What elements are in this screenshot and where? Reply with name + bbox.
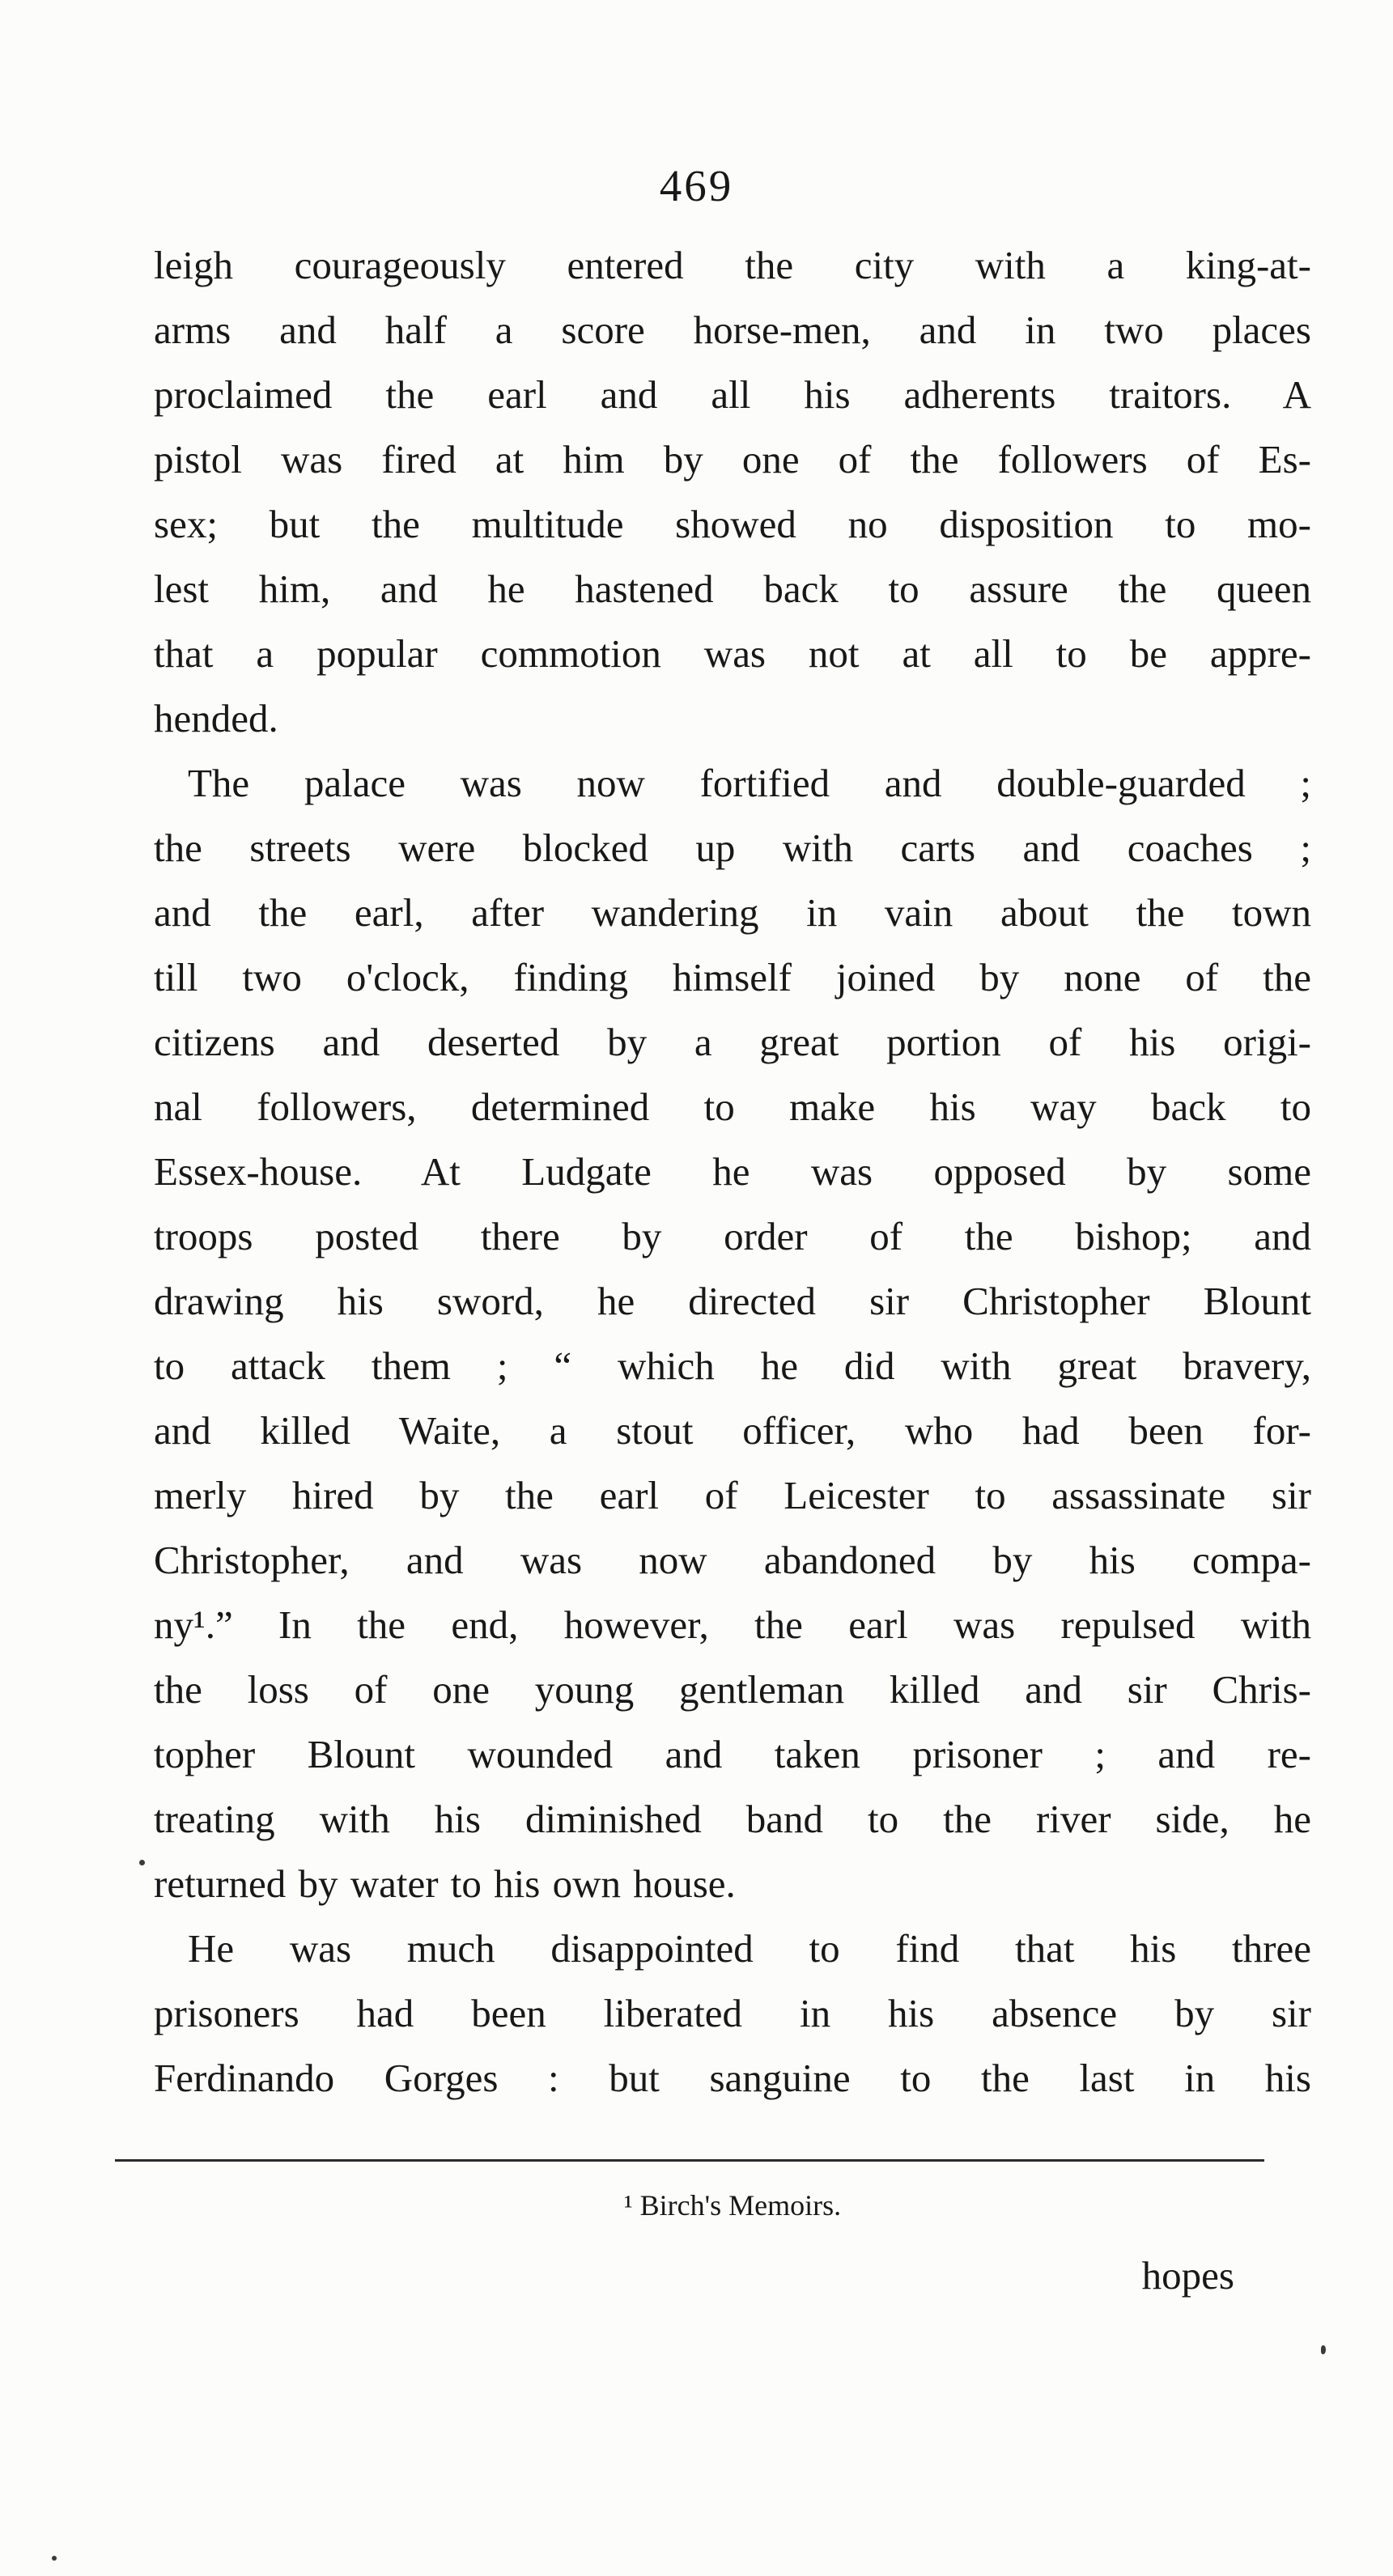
text-line: till two o'clock, finding himself joined by none of the <box>154 955 1311 999</box>
scan-speck <box>1321 2345 1326 2354</box>
footnote: ¹ Birch's Memoirs. <box>623 2189 842 2222</box>
text-line: treating with his diminished band to the river side, he <box>154 1797 1311 1841</box>
text-line: prisoners had been liberated in his absence by sir <box>154 1991 1311 2035</box>
text-line: drawing his sword, he directed sir Christopher Blount <box>154 1279 1311 1323</box>
text-line: hended. <box>154 696 278 741</box>
paragraph <box>154 233 1311 751</box>
text-line: and the earl, after wandering in vain about the town <box>154 890 1311 935</box>
text-line: returned by water to his own house. <box>154 1861 736 1906</box>
text-line: that a popular commotion was not at all to be appre- <box>154 631 1311 676</box>
text-line: Essex-house. At Ludgate he was opposed by some <box>154 1149 1311 1194</box>
text-line: ny¹.” In the end, however, the earl was repulsed with <box>154 1602 1311 1647</box>
text-line: the streets were blocked up with carts and coaches ; <box>154 825 1311 870</box>
text-line: lest him, and he hastened back to assure the queen <box>154 567 1311 611</box>
text-line: the loss of one young gentleman killed and sir Chris- <box>154 1667 1311 1712</box>
text-line: arms and half a score horse-men, and in two places <box>154 308 1311 352</box>
text-line: troops posted there by order of the bishop; and <box>154 1214 1311 1258</box>
text-line: pistol was fired at him by one of the followers of Es- <box>154 437 1311 482</box>
text-line: nal followers, determined to make his way back to <box>154 1084 1311 1129</box>
text-line: leigh courageously entered the city with a king-at- <box>154 243 1311 287</box>
catchword-row <box>154 2243 1311 2308</box>
text-block <box>154 233 1311 2111</box>
text-line: He was much disappointed to find that his three <box>188 1926 1311 1971</box>
footnote-divider <box>115 2159 1264 2162</box>
page-number: 469 <box>659 161 734 210</box>
text-line: proclaimed the earl and all his adherents traitors. A <box>154 372 1311 417</box>
scan-speck <box>139 1860 145 1865</box>
text-line: sex; but the multitude showed no disposition to mo- <box>154 502 1311 546</box>
text-line: Christopher, and was now abandoned by his compa- <box>154 1538 1311 1582</box>
text-line: and killed Waite, a stout officer, who had been for- <box>154 1408 1311 1453</box>
text-line: The palace was now fortified and double-guarded ; <box>188 761 1311 805</box>
paragraph <box>154 1916 1311 2111</box>
paragraph <box>154 751 1311 1916</box>
scan-speck <box>52 2556 57 2561</box>
text-line: merly hired by the earl of Leicester to assassinate sir <box>154 1473 1311 1517</box>
text-line: citizens and deserted by a great portion of his origi- <box>154 1020 1311 1064</box>
text-line: Ferdinando Gorges : but sanguine to the last in his <box>154 2056 1311 2100</box>
text-line: to attack them ; “ which he did with great bravery, <box>154 1343 1311 1388</box>
catchword: hopes <box>1141 2253 1234 2298</box>
text-line: topher Blount wounded and taken prisoner ; and re- <box>154 1732 1311 1776</box>
